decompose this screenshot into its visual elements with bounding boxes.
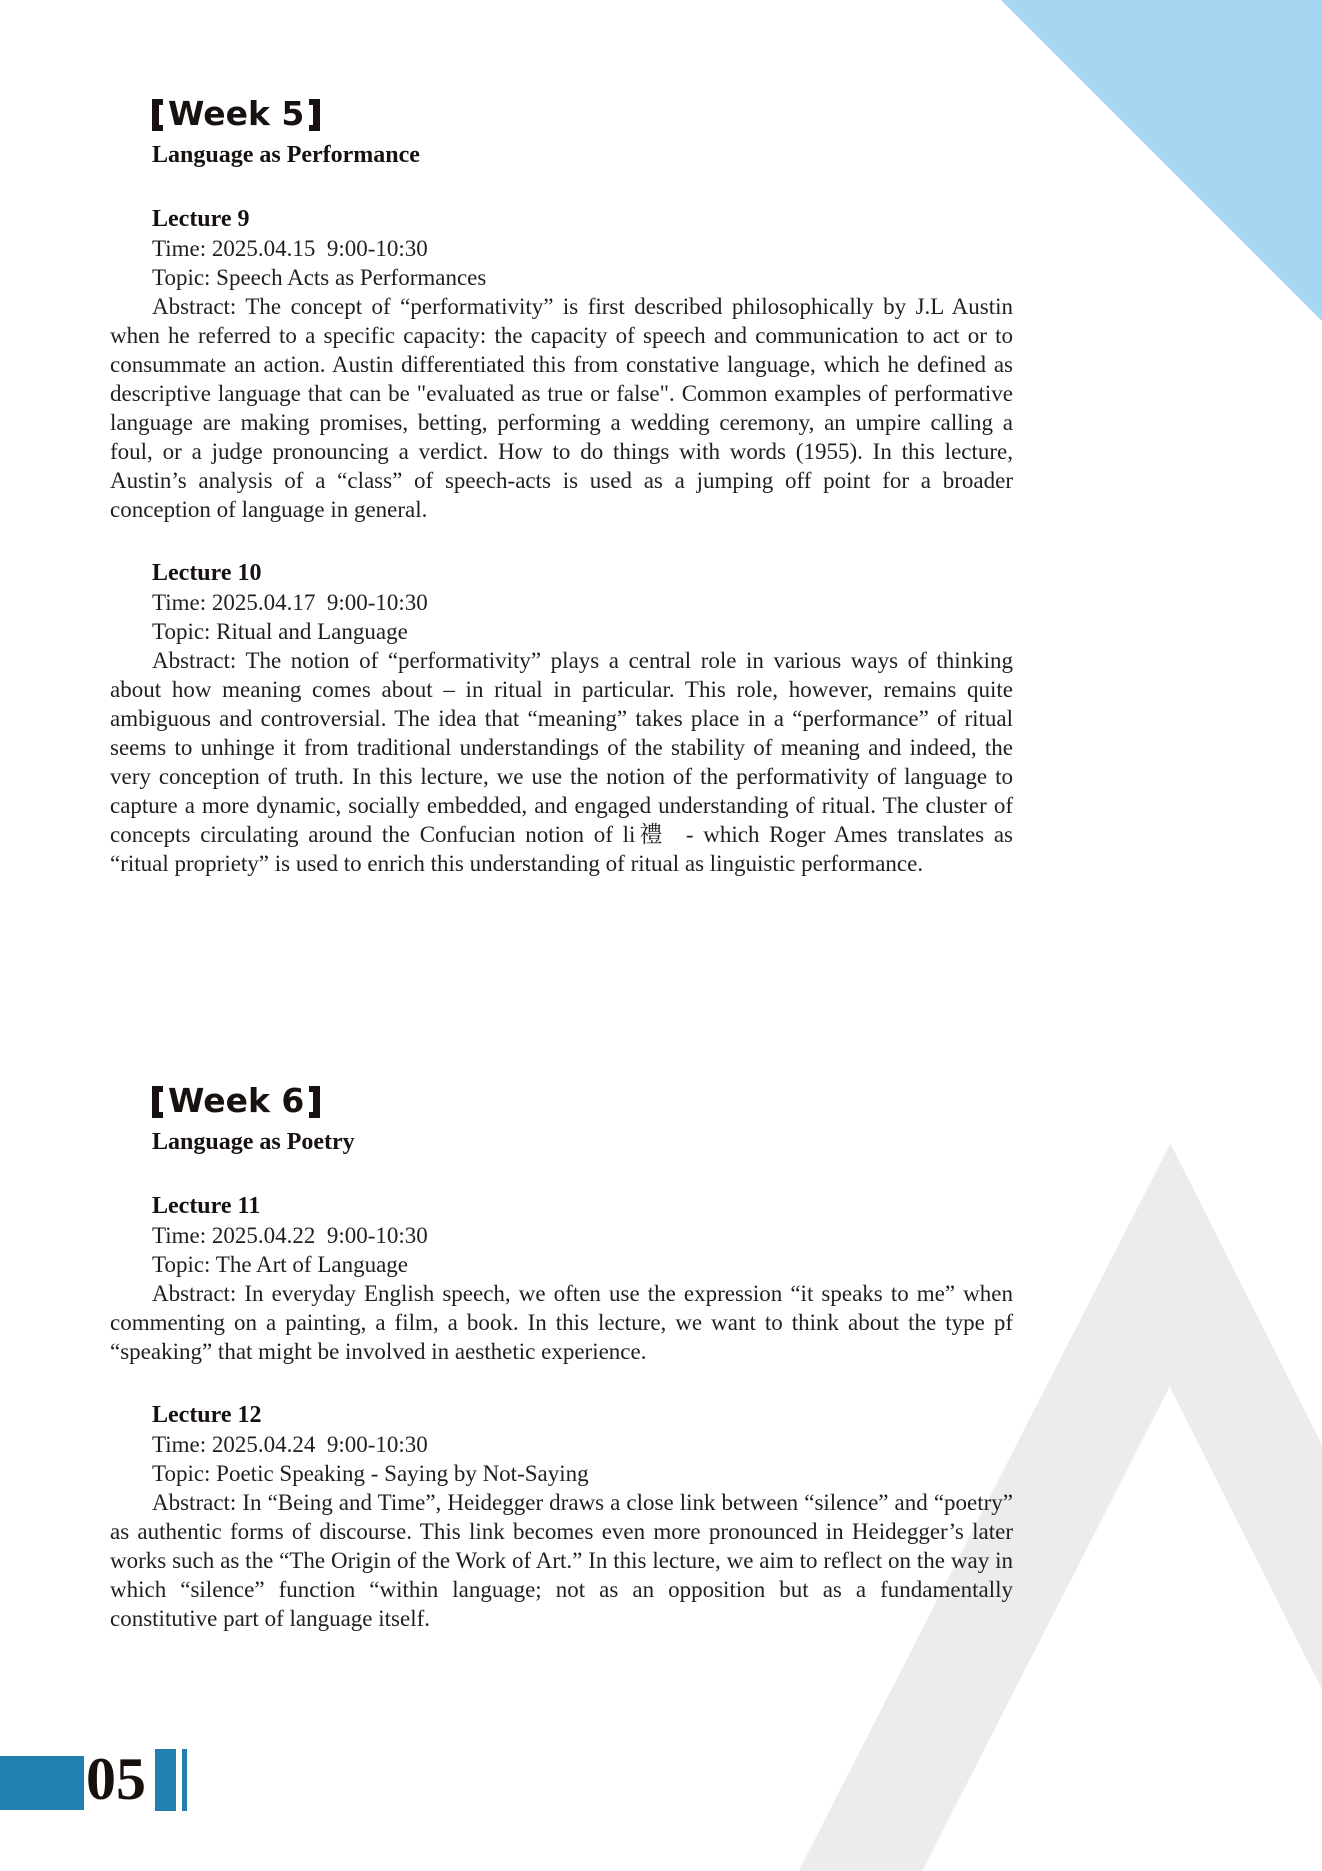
lecture-10-heading: Lecture 10: [152, 560, 262, 586]
lecture-9-block: [110, 204, 1013, 524]
footer-bar-thin: [182, 1749, 187, 1811]
lecture-10-topic: Topic: Ritual and Language: [152, 619, 408, 644]
footer-bar-thick: [155, 1749, 176, 1811]
lecture-9-heading: Lecture 9: [152, 206, 250, 232]
week-5-title-text: Week 5: [168, 94, 305, 133]
footer-left-band: [0, 1756, 84, 1810]
week-6-heading: [152, 1082, 1013, 1120]
left-lenticular-bracket-icon: [152, 1086, 163, 1118]
lecture-9-time: Time: 2025.04.15 9:00-10:30: [152, 236, 428, 261]
lecture-12-abstract: Abstract: In “Being and Time”, Heidegger draws a close link between “silence” and “poetry” as authentic forms of discourse. This link becomes even more pronounced in Heidegger’s later works such as the “The Origin of the Work of Art.” In this lecture, we aim to reflect on the way in which “silence” function “within language; not as an opposition but as a fundamentally constitutive part of language itself.: [110, 1490, 1013, 1631]
week-5-subtitle: Language as Performance: [152, 142, 420, 168]
lecture-9-topic: Topic: Speech Acts as Performances: [152, 265, 487, 290]
left-lenticular-bracket-icon: [152, 99, 163, 131]
page-number: 05: [86, 1746, 146, 1812]
week-6-section: [110, 1082, 1013, 1633]
lecture-12-block: [110, 1400, 1013, 1633]
lecture-11-abstract: Abstract: In everyday English speech, we often use the expression “it speaks to me” when commenting on a painting, a film, a book. In this lecture, we want to think about the type pf “speaking” that might be involved in aesthetic experience.: [110, 1281, 1013, 1364]
right-lenticular-bracket-icon: [309, 99, 320, 131]
lecture-10-time: Time: 2025.04.17 9:00-10:30: [152, 590, 428, 615]
week-6-title-text: Week 6: [168, 1081, 305, 1120]
lecture-12-topic: Topic: Poetic Speaking - Saying by Not-Saying: [152, 1461, 589, 1486]
lecture-11-topic: Topic: The Art of Language: [152, 1252, 408, 1277]
lecture-9-abstract: Abstract: The concept of “performativity” is first described philosophically by J.L Austin when he referred to a specific capacity: the capacity of speech and communication to act or to consummate an action. Austin differentiated this from constative language, which he defined as descriptive language that can be "evaluated as true or false". Common examples of performative language are making promises, betting, performing a wedding ceremony, an umpire calling a foul, or a judge pronouncing a verdict. How to do things with words (1955). In this lecture, Austin’s analysis of a “class” of speech-acts is used as a jumping off point for a broader conception of language in general.: [110, 294, 1013, 522]
week-5-section: [110, 95, 1013, 878]
lecture-12-heading: Lecture 12: [152, 1402, 262, 1428]
lecture-11-time: Time: 2025.04.22 9:00-10:30: [152, 1223, 428, 1248]
right-lenticular-bracket-icon: [309, 1086, 320, 1118]
lecture-11-block: [110, 1191, 1013, 1366]
page-content: [110, 95, 1013, 1633]
lecture-11-heading: Lecture 11: [152, 1193, 261, 1219]
week-6-subtitle: Language as Poetry: [152, 1129, 355, 1155]
week-5-heading: [152, 95, 1013, 133]
lecture-10-block: [110, 558, 1013, 878]
lecture-12-time: Time: 2025.04.24 9:00-10:30: [152, 1432, 428, 1457]
lecture-10-abstract: Abstract: The notion of “performativity” plays a central role in various ways of thinking about how meaning comes about – in ritual in particular. This role, however, remains quite ambiguous and controversial. The idea that “meaning” takes place in a “performance” of ritual seems to unhinge it from traditional understandings of the stability of meaning and indeed, the very conception of truth. In this lecture, we use the notion of the performativity of language to capture a more dynamic, socially embedded, and engaged understanding of ritual. The cluster of concepts circulating around the Confucian notion of li禮 - which Roger Ames translates as “ritual propriety” is used to enrich this understanding of ritual as linguistic performance.: [110, 648, 1013, 876]
